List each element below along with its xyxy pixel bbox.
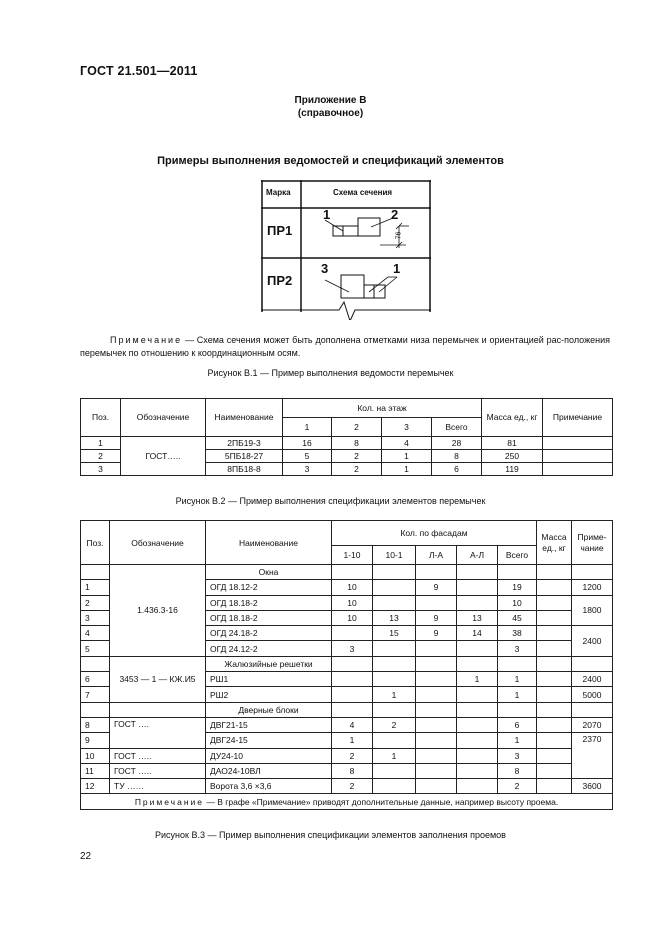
cell-name: 5ПБ18-27: [206, 450, 283, 463]
cell-name: 8ПБ18-8: [206, 463, 283, 476]
th-qty-facade: Кол. по фасадам: [332, 521, 537, 546]
cell-note: 2070: [572, 717, 613, 732]
cell-c1: 2: [332, 779, 373, 794]
cell-total: 45: [498, 610, 537, 625]
cell-c2: 15: [373, 626, 416, 641]
cell-pos: 4: [81, 626, 110, 641]
mark-pr1: ПР1: [267, 223, 293, 238]
th-facade-2: 10-1: [373, 546, 416, 565]
cell-c3: [416, 595, 457, 610]
th-floor-1: 1: [283, 418, 332, 437]
cell-name: РШ2: [206, 687, 332, 702]
cell-pos: 1: [81, 437, 121, 450]
cell-c4: [457, 641, 498, 656]
cell-f1: 16: [283, 437, 332, 450]
cell-c4: [457, 763, 498, 778]
cell-pos: 2: [81, 450, 121, 463]
cell-total: 28: [432, 437, 482, 450]
group-row: [81, 656, 613, 671]
group-blinds: Жалюзийные решетки: [206, 656, 332, 671]
cell-c1: [332, 672, 373, 687]
th-name: Наименование: [206, 521, 332, 565]
table-row: [81, 748, 613, 763]
cell-mass: 119: [482, 463, 543, 476]
cell-pos: 12: [81, 779, 110, 794]
callout-2: 2: [391, 207, 399, 222]
cell-c1: [332, 626, 373, 641]
cell-total: 3: [498, 748, 537, 763]
cell-note: 1200: [572, 580, 613, 595]
cell-pos: 3: [81, 610, 110, 625]
cell-name: ДАО24-10ВЛ: [206, 763, 332, 778]
cell-c3: [416, 672, 457, 687]
cell-f2: 8: [332, 437, 382, 450]
cell-pos: 1: [81, 580, 110, 595]
cell-note: 2400: [572, 626, 613, 657]
th-facade-4: А-Л: [457, 546, 498, 565]
dimension-76: 76: [395, 231, 403, 240]
cell-total: 6: [498, 717, 537, 732]
th-floor-3: 3: [382, 418, 432, 437]
cell-name: ОГД 18.18-2: [206, 595, 332, 610]
callout-3: 3: [321, 261, 329, 276]
th-total: Всего: [498, 546, 537, 565]
cell-pos: 9: [81, 733, 110, 748]
cell-c2: [373, 733, 416, 748]
figure-lintel-schedule: [261, 180, 431, 320]
table-footnote-row: [81, 794, 613, 809]
cell-c2: [373, 763, 416, 778]
table-row: [81, 437, 613, 450]
note-label: Примечание: [110, 335, 183, 345]
note-figure1: [80, 334, 610, 359]
cell-pos: 6: [81, 672, 110, 687]
cell-f3: 4: [382, 437, 432, 450]
appendix-title: Приложение В: [294, 95, 367, 106]
cell-c4: 14: [457, 626, 498, 641]
caption-figure2: Рисунок В.2 — Пример выполнения спецификации элементов перемычек: [175, 496, 486, 506]
cell-c3: 9: [416, 626, 457, 641]
cell-pos: 3: [81, 463, 121, 476]
cell-c3: [416, 687, 457, 702]
section-title: Примеры выполнения ведомостей и спецификаций элементов: [157, 155, 504, 167]
group-windows: Окна: [206, 565, 332, 580]
cell-c1: 4: [332, 717, 373, 732]
callout-1: 1: [323, 207, 331, 222]
page-number: 22: [80, 851, 92, 862]
cell-c1: [332, 687, 373, 702]
cell-c1: 10: [332, 610, 373, 625]
cell-c4: 13: [457, 610, 498, 625]
th-note: Приме-чание: [572, 521, 613, 565]
cell-c4: 1: [457, 672, 498, 687]
cell-name: ДВГ24-15: [206, 733, 332, 748]
cell-name: ОГД 18.18-2: [206, 610, 332, 625]
table-row: [81, 763, 613, 778]
lintel-schedule-drawing: [261, 180, 431, 320]
cell-f1: 5: [283, 450, 332, 463]
cell-c3: [416, 763, 457, 778]
cell-note: [543, 437, 613, 450]
cell-f3: 1: [382, 450, 432, 463]
cell-name: РШ1: [206, 672, 332, 687]
cell-note: 2400: [572, 672, 613, 687]
cell-designation: 3453 — 1 — КЖ.И5: [110, 656, 206, 702]
cell-name: Ворота 3,6 ×3,6: [206, 779, 332, 794]
cell-name: 2ПБ19-3: [206, 437, 283, 450]
th-mass: Масса ед., кг: [537, 521, 572, 565]
footnote-label: Примечание: [134, 796, 205, 807]
th-facade-1: 1-10: [332, 546, 373, 565]
cell-c4: [457, 687, 498, 702]
table-footnote: [81, 794, 613, 809]
th-pos: Поз.: [81, 399, 121, 437]
cell-c3: [416, 733, 457, 748]
cell-f2: 2: [332, 463, 382, 476]
th-name: Наименование: [206, 399, 283, 437]
cell-total: 10: [498, 595, 537, 610]
cell-name: ДВГ21-15: [206, 717, 332, 732]
cell-total: 38: [498, 626, 537, 641]
cell-name: ОГД 24.12-2: [206, 641, 332, 656]
cell-note: 1800: [572, 595, 613, 626]
cell-mass: 81: [482, 437, 543, 450]
cell-total: 1: [498, 733, 537, 748]
th-mass: Масса ед., кг: [482, 399, 543, 437]
cell-c3: [416, 717, 457, 732]
cell-total: 3: [498, 641, 537, 656]
cell-c1: 3: [332, 641, 373, 656]
cell-total: 19: [498, 580, 537, 595]
openings-spec-table: [80, 520, 613, 810]
cell-c1: 8: [332, 763, 373, 778]
cell-mass: 250: [482, 450, 543, 463]
cell-note: [543, 450, 613, 463]
cell-pos: 8: [81, 717, 110, 732]
cell-note: 2370: [572, 733, 613, 779]
appendix-heading: [0, 94, 661, 120]
cell-c3: 9: [416, 580, 457, 595]
cell-total: 6: [432, 463, 482, 476]
th-pos: Поз.: [81, 521, 110, 565]
cell-c2: [373, 779, 416, 794]
cell-note: 5000: [572, 687, 613, 702]
col-mark-header: Марка: [266, 188, 291, 197]
cell-c2: 1: [373, 687, 416, 702]
cell-c1: 1: [332, 733, 373, 748]
th-qty-floor: Кол. на этаж: [283, 399, 482, 418]
cell-f2: 2: [332, 450, 382, 463]
cell-designation: ГОСТ …..: [110, 763, 206, 778]
cell-c2: [373, 641, 416, 656]
caption-figure1: Рисунок В.1 — Пример выполнения ведомости перемычек: [207, 368, 454, 378]
note-text: — Схема сечения может быть дополнена отметками низа перемычек и ориентацией рас-положения перемычек по отношению к координационным осям.: [80, 335, 610, 358]
cell-c2: 1: [373, 748, 416, 763]
cell-c2: 2: [373, 717, 416, 732]
cell-total: 8: [498, 763, 537, 778]
group-row: [81, 565, 613, 580]
cell-pos: 7: [81, 687, 110, 702]
th-designation: Обозначение: [121, 399, 206, 437]
caption-figure3: Рисунок В.3 — Пример выполнения спецификации элементов заполнения проемов: [155, 830, 506, 840]
table-row: [81, 717, 613, 732]
footnote-text: — В графе «Примечание» приводят дополнительные данные, например высоту проема.: [206, 796, 559, 807]
col-section-header: Схема сечения: [333, 188, 393, 197]
group-doors: Дверные блоки: [206, 702, 332, 717]
cell-c2: [373, 595, 416, 610]
th-total: Всего: [432, 418, 482, 437]
th-designation: Обозначение: [110, 521, 206, 565]
appendix-subtitle: (справочное): [297, 108, 364, 119]
cell-total: 8: [432, 450, 482, 463]
th-floor-2: 2: [332, 418, 382, 437]
cell-c4: [457, 733, 498, 748]
group-row: [81, 702, 613, 717]
cell-pos: 10: [81, 748, 110, 763]
cell-c4: [457, 717, 498, 732]
cell-c2: [373, 580, 416, 595]
cell-c4: [457, 779, 498, 794]
th-facade-3: Л-А: [416, 546, 457, 565]
cell-c3: [416, 748, 457, 763]
cell-c4: [457, 595, 498, 610]
cell-name: ДУ24-10: [206, 748, 332, 763]
doc-code: ГОСТ 21.501—2011: [80, 64, 198, 78]
callout-4: 1: [393, 261, 401, 276]
cell-note: [543, 463, 613, 476]
cell-c4: [457, 580, 498, 595]
cell-designation: ТУ ……: [110, 779, 206, 794]
cell-total: 1: [498, 687, 537, 702]
cell-pos: 2: [81, 595, 110, 610]
cell-designation: 1.436.3-16: [110, 565, 206, 657]
cell-total: 2: [498, 779, 537, 794]
cell-c1: 2: [332, 748, 373, 763]
cell-designation: ГОСТ …..: [110, 748, 206, 763]
cell-c3: 9: [416, 610, 457, 625]
cell-name: ОГД 18.12-2: [206, 580, 332, 595]
cell-c2: 13: [373, 610, 416, 625]
cell-c3: [416, 779, 457, 794]
cell-c3: [416, 641, 457, 656]
cell-c1: 10: [332, 580, 373, 595]
cell-c1: 10: [332, 595, 373, 610]
cell-designation: ГОСТ…..: [121, 437, 206, 476]
cell-note: 3600: [572, 779, 613, 794]
mark-pr2: ПР2: [267, 273, 293, 288]
cell-total: 1: [498, 672, 537, 687]
cell-name: ОГД 24.18-2: [206, 626, 332, 641]
lintel-spec-table: [80, 398, 613, 476]
cell-pos: 11: [81, 763, 110, 778]
cell-designation: ГОСТ ….: [110, 717, 206, 748]
cell-f3: 1: [382, 463, 432, 476]
cell-c4: [457, 748, 498, 763]
table-row: [81, 779, 613, 794]
th-note: Примечание: [543, 399, 613, 437]
cell-pos: 5: [81, 641, 110, 656]
cell-f1: 3: [283, 463, 332, 476]
cell-c2: [373, 672, 416, 687]
